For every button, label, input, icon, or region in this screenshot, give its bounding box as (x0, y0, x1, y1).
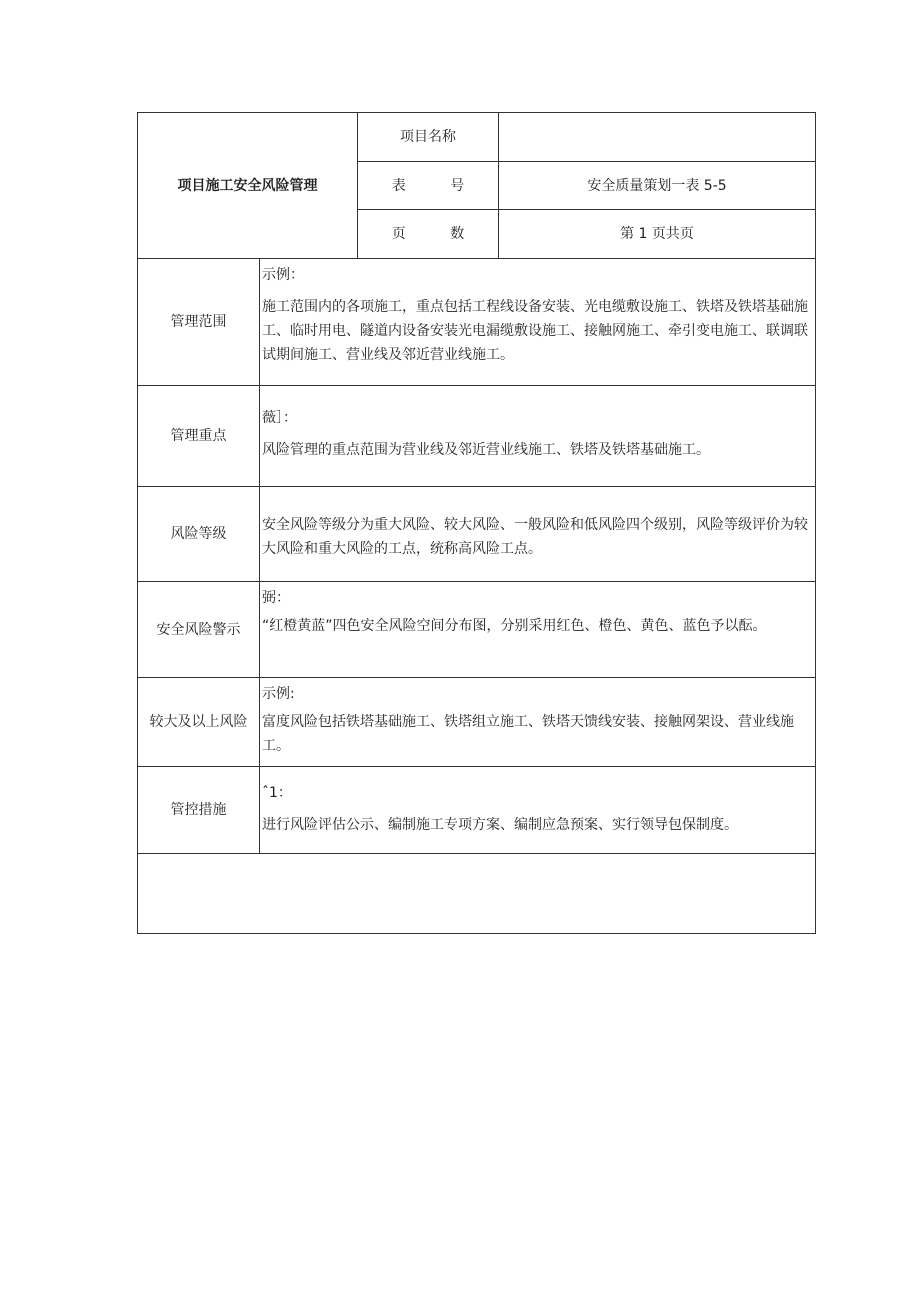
table-number-value: 安全质量策划一表 5-5 (499, 162, 816, 210)
section-content-risk-level (260, 487, 816, 582)
project-name-label: 项目名称 (358, 113, 499, 162)
section-label-major-risk: 较大及以上风险 (138, 678, 260, 767)
section-label-risk-level: 风险等级 (138, 487, 260, 582)
section-subtitle-scope: 示例： (262, 267, 304, 283)
section-body-warning: “红橙黄蓝”四色安全风险空间分布图，分别采用红色、橙色、黄色、蓝色予以酝。 (262, 618, 767, 634)
section-content-warning (260, 582, 816, 678)
risk-management-form (137, 112, 816, 934)
section-row-focus (138, 386, 816, 487)
section-row-risk-level (138, 487, 816, 582)
section-content-focus (260, 386, 816, 487)
section-subtitle-warning: 弼： (262, 590, 290, 606)
section-content-scope (260, 259, 816, 386)
section-content-major-risk (260, 678, 816, 767)
section-row-scope (138, 259, 816, 386)
section-subtitle-control: ˆ1： (262, 785, 292, 801)
section-label-focus: 管理重点 (138, 386, 260, 487)
project-name-value (499, 113, 816, 162)
section-label-warning: 安全风险警示 (138, 582, 260, 678)
section-subtitle-focus: 薇］： (262, 410, 297, 426)
section-body-scope: 施工范围内的各项施工，重点包括工程线设备安装、光电缆敷设施工、铁塔及铁塔基础施工、临时用电、隧道内设备安装光电漏缆敷设施工、接触网施工、牵引变电施工、联调联试期间施工、营业线及邻近营业线施工。 (262, 299, 808, 363)
section-row-control (138, 767, 816, 854)
page-count-value: 第 1 页共页 (499, 210, 816, 259)
form-title: 项目施工安全风险管理 (138, 113, 358, 259)
section-body-focus: 风险管理的重点范围为营业线及邻近营业线施工、铁塔及铁塔基础施工。 (262, 442, 710, 458)
section-body-risk-level: 安全风险等级分为重大风险、较大风险、一般风险和低风险四个级别，风险等级评价为较大风险和重大风险的工点，统称高风险工点。 (262, 517, 808, 557)
section-subtitle-major-risk: 示例: (262, 686, 295, 702)
page-count-label: 页 数 (358, 210, 499, 259)
footer-empty-cell (138, 854, 816, 934)
footer-empty-row (138, 854, 816, 934)
section-content-control (260, 767, 816, 854)
section-row-major-risk (138, 678, 816, 767)
section-label-scope: 管理范围 (138, 259, 260, 386)
table-number-label: 表 号 (358, 162, 499, 210)
section-body-control: 进行风险评估公示、编制施工专项方案、编制应急预案、实行领导包保制度。 (262, 817, 738, 833)
section-label-control: 管控措施 (138, 767, 260, 854)
section-row-warning (138, 582, 816, 678)
section-body-major-risk: 富度风险包括铁塔基础施工、铁塔组立施工、铁塔天馈线安装、接触网架设、营业线施工。 (262, 714, 794, 754)
header-row-project-name (138, 113, 816, 162)
